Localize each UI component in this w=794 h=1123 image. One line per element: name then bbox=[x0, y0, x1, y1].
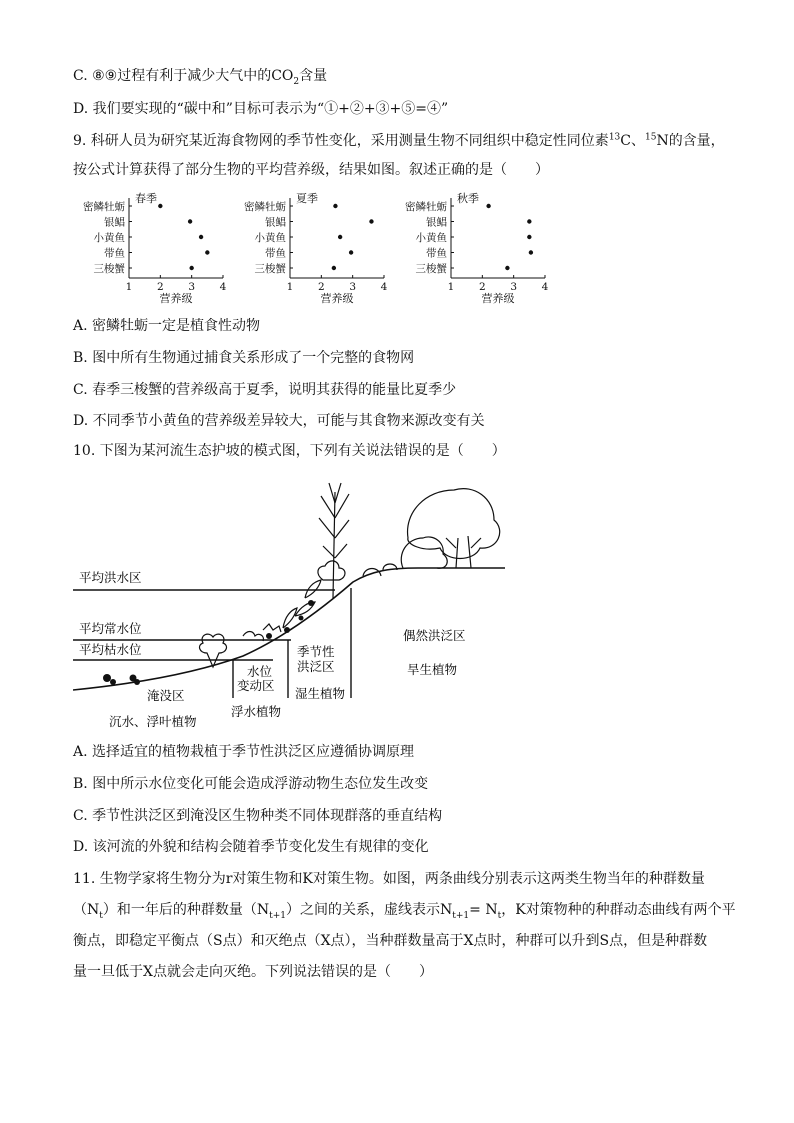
data-point bbox=[332, 266, 336, 270]
category-label: 密鳞牡蛎 bbox=[244, 201, 286, 213]
riverbank-svg bbox=[73, 478, 513, 740]
x-tick-label: 1 bbox=[447, 281, 455, 293]
q9-option-a: A. 密鳞牡蛎一定是植食性动物 bbox=[73, 318, 261, 334]
label-submerged-zone: 淹没区 bbox=[147, 688, 185, 703]
label-dryland-plants: 旱生植物 bbox=[407, 662, 458, 677]
data-point bbox=[486, 204, 490, 208]
x-tick-label: 1 bbox=[125, 281, 133, 293]
x-tick-label: 2 bbox=[317, 281, 325, 293]
data-point bbox=[527, 219, 531, 223]
data-point bbox=[369, 219, 373, 223]
q9-stem-line1: 9. 科研人员为研究某近海食物网的季节性变化，采用测量生物不同组织中稳定性同位素$^{13}$C、$^{15}$N的含量， bbox=[73, 132, 725, 149]
q9-option-b: B. 图中所有生物通过捕食关系形成了一个完整的食物网 bbox=[73, 350, 415, 366]
x-tick-label: 4 bbox=[541, 281, 549, 293]
category-label: 银鲳 bbox=[104, 216, 125, 229]
category-label: 三梭蟹 bbox=[415, 263, 447, 275]
data-point bbox=[205, 250, 209, 254]
data-point bbox=[188, 219, 192, 223]
q10-option-c: C. 季节性洪泛区到淹没区生物种类不同体现群落的垂直结构 bbox=[73, 808, 443, 824]
category-label: 小黄鱼 bbox=[93, 232, 125, 244]
category-label: 带鱼 bbox=[426, 247, 447, 260]
q11-line2: $(N_t)$和一年后的种群数量$(N_{t+1})$之间的关系，虚线表示$N_{t+1}= N_t$，K对策物种的种群动态曲线有两个平 bbox=[73, 902, 736, 921]
data-point bbox=[349, 250, 353, 254]
q10-option-d: D. 该河流的外貌和结构会随着季节变化发生有规律的变化 bbox=[73, 839, 429, 855]
data-point bbox=[529, 250, 533, 254]
x-tick-label: 4 bbox=[380, 281, 388, 293]
label-seasonal-1: 季节性 bbox=[297, 644, 335, 659]
q10-option-b: B. 图中所示水位变化可能会造成浮游动物生态位发生改变 bbox=[73, 776, 429, 792]
q11-line4: 量一旦低于X点就会走向灭绝。下列说法错误的是（ ） bbox=[73, 964, 433, 980]
data-point bbox=[338, 235, 342, 239]
q8-option-d: D. 我们要实现的“碳中和”目标可表示为“①+②+③+⑤=④” bbox=[73, 101, 449, 117]
q8-option-c: C. ⑧⑨过程有利于减少大气中的$CO_2$含量 bbox=[73, 68, 328, 87]
label-submerged-plants: 沉水、浮叶植物 bbox=[109, 714, 197, 729]
label-seasonal-2: 洪泛区 bbox=[297, 659, 335, 674]
data-point bbox=[527, 235, 531, 239]
x-tick-label: 3 bbox=[510, 281, 518, 293]
category-label: 小黄鱼 bbox=[254, 232, 286, 244]
scatter-summer bbox=[234, 190, 394, 308]
q11-line3: 衡点，即稳定平衡点（S点）和灭绝点（X点），当种群数量高于X点时，种群可以升到S点，但是种群数 bbox=[73, 933, 708, 949]
q9-option-d: D. 不同季节小黄鱼的营养级差异较大，可能与其食物来源改变有关 bbox=[73, 413, 485, 429]
data-point bbox=[158, 204, 162, 208]
x-tick-label: 4 bbox=[219, 281, 227, 293]
data-point bbox=[505, 266, 509, 270]
q9-option-c: C. 春季三梭蟹的营养级高于夏季，说明其获得的能量比夏季少 bbox=[73, 382, 457, 398]
label-low-water: 平均枯水位 bbox=[79, 642, 142, 657]
scatter-spring-svg bbox=[73, 190, 233, 308]
category-label: 三梭蟹 bbox=[93, 263, 125, 275]
scatter-autumn bbox=[395, 190, 555, 308]
label-wetland-plants: 湿生植物 bbox=[295, 686, 346, 701]
label-occasional-zone: 偶然洪泛区 bbox=[403, 628, 466, 643]
category-label: 银鲳 bbox=[265, 216, 286, 229]
x-tick-label: 2 bbox=[478, 281, 486, 293]
category-label: 密鳞牡蛎 bbox=[83, 201, 125, 213]
label-fluctuation-1: 水位 bbox=[247, 664, 273, 679]
x-tick-label: 3 bbox=[188, 281, 196, 293]
scatter-autumn-svg bbox=[395, 190, 555, 308]
q10-option-a: A. 选择适宜的植物栽植于季节性洪泛区应遵循协调原理 bbox=[73, 744, 415, 760]
riverbank-diagram bbox=[73, 478, 513, 740]
q11-line1: 11. 生物学家将生物分为r对策生物和K对策生物。如图，两条曲线分别表示这两类生物当年的种群数量 bbox=[73, 871, 705, 887]
data-point bbox=[189, 266, 193, 270]
x-tick-label: 3 bbox=[349, 281, 357, 293]
label-flood-zone: 平均洪水区 bbox=[79, 570, 142, 585]
x-tick-label: 2 bbox=[156, 281, 164, 293]
data-point bbox=[333, 204, 337, 208]
chart-title: 春季 bbox=[135, 192, 157, 205]
scatter-spring bbox=[73, 190, 233, 308]
x-axis-label: 营养级 bbox=[320, 292, 354, 305]
category-label: 银鲳 bbox=[426, 216, 447, 229]
chart-title: 秋季 bbox=[457, 192, 479, 205]
x-tick-label: 1 bbox=[286, 281, 294, 293]
label-normal-water: 平均常水位 bbox=[79, 621, 142, 636]
scatter-summer-svg bbox=[234, 190, 394, 308]
x-axis-label: 营养级 bbox=[159, 292, 193, 305]
q9-stem-line2: 按公式计算获得了部分生物的平均营养级，结果如图。叙述正确的是（ ） bbox=[73, 162, 549, 178]
category-label: 带鱼 bbox=[265, 247, 286, 260]
x-axis-label: 营养级 bbox=[481, 292, 515, 305]
category-label: 三梭蟹 bbox=[254, 263, 286, 275]
chart-title: 夏季 bbox=[296, 192, 318, 205]
category-label: 带鱼 bbox=[104, 247, 125, 260]
label-fluctuation-2: 变动区 bbox=[237, 678, 275, 693]
q10-stem: 10. 下图为某河流生态护坡的模式图，下列有关说法错误的是（ ） bbox=[73, 443, 506, 459]
label-floating-plants: 浮水植物 bbox=[231, 704, 282, 719]
category-label: 密鳞牡蛎 bbox=[405, 201, 447, 213]
category-label: 小黄鱼 bbox=[415, 232, 447, 244]
data-point bbox=[199, 235, 203, 239]
